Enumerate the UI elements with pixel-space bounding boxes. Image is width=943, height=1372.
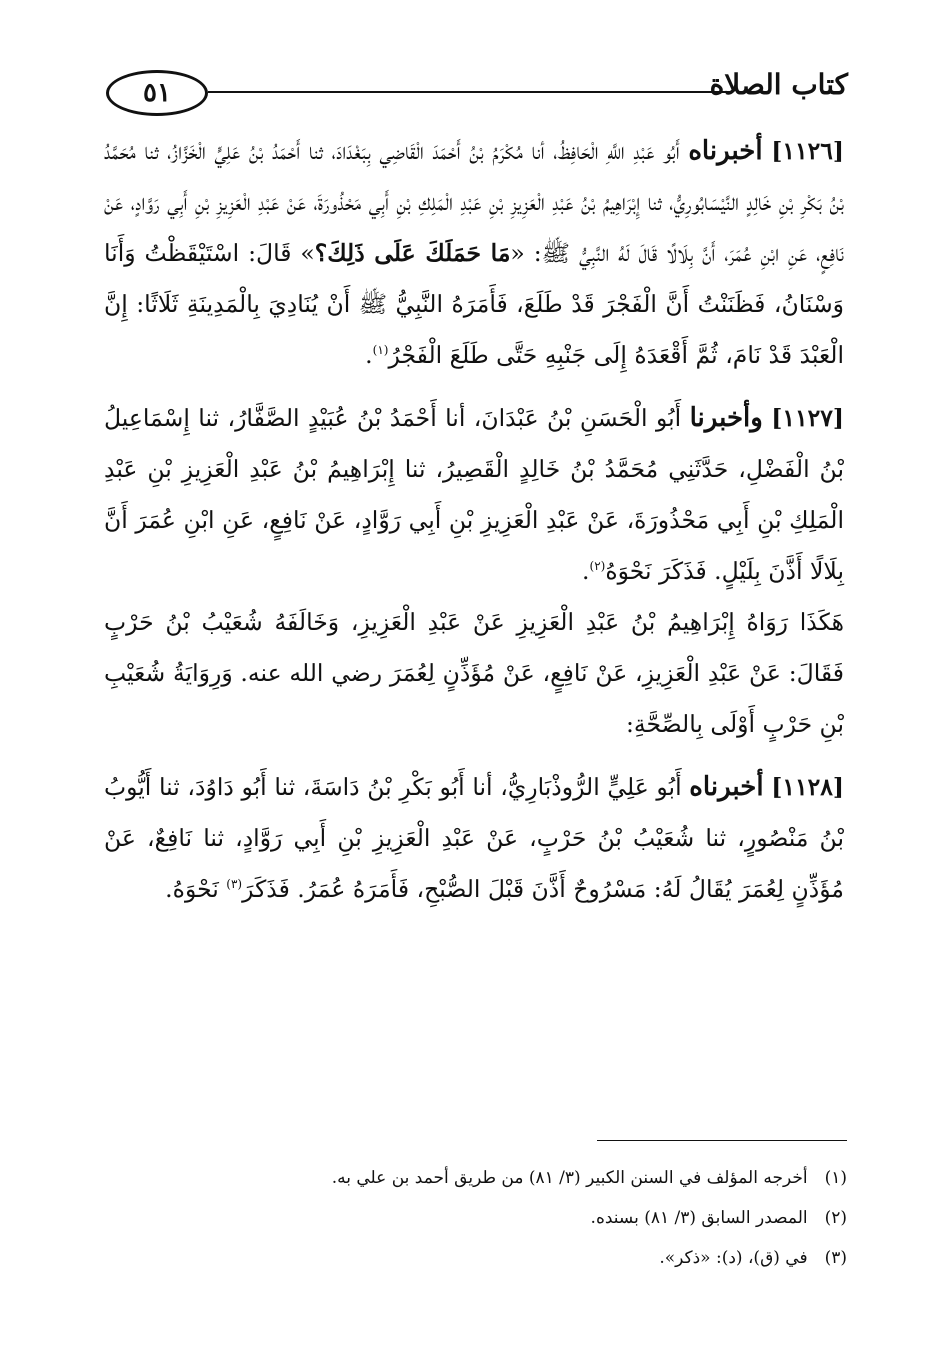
hadith-1127 — [104, 393, 844, 597]
narration-lead: أخبرناه — [689, 772, 764, 802]
period: . — [582, 557, 590, 585]
header-rule — [208, 91, 730, 93]
footnote-2 — [107, 1198, 847, 1238]
prophet-quote: مَا حَمَلَكَ عَلَى ذَلِكَ؟ — [314, 239, 511, 267]
commentary-text: هَكَذَا رَوَاهُ إِبْرَاهِيمُ بْنُ عَبْدِ الْعَزِيزِ عَنْ عَبْدِ الْعَزِيزِ، وَخَالَفَهُ شُعَيْبُ بْنُ حَرْبٍ فَقَالَ: عَنْ عَبْدِ الْعَزِيزِ، عَنْ نَافِعٍ، عَنْ مُؤَذِّنٍ لِعُمَرَ رضي الله عنه. وَرِوَايَةُ شُعَيْبِ بْنِ حَرْبٍ أَوْلَى بِالصِّحَّةِ: — [104, 608, 844, 738]
footnote-text: أخرجه المؤلف في السنن الكبير (٣/ ٨١) من طريق أحمد بن علي به. — [331, 1168, 808, 1188]
period: . — [365, 341, 373, 369]
hadith-1126 — [104, 126, 844, 381]
hadith-number: [١١٢٧] — [771, 404, 844, 432]
footnote-number: (٢) — [824, 1208, 847, 1228]
footnote-text: في (ق)، (د): «ذكر». — [659, 1248, 808, 1268]
hadith-text: أَبُو عَلِيٍّ الرُّوذْبَارِيُّ، أنا أَبُو بَكْرِ بْنُ دَاسَةَ، ثنا أَبُو دَاوُدَ، ثنا أَيُّوبُ بْنُ مَنْصُورٍ، ثنا شُعَيْبُ بْنُ حَرْبٍ، عَنْ عَبْدِ الْعَزِيزِ بْنِ أَبِي رَوَّادٍ، ثنا نَافِعٌ، عَنْ مُؤَذِّنٍ لِعُمَرَ يُقَالُ لَهُ: مَسْرُوحٌ أَذَّنَ قَبْلَ الصُّبْحِ، فَأَمَرَهُ عُمَرُ. فَذَكَرَ — [104, 773, 844, 903]
hadith-number: [١١٢٨] — [771, 773, 844, 801]
page-number: ٥١ — [106, 70, 208, 116]
hadith-text-cont: » قَالَ: اسْتَيْقَظْتُ وَأَنَا وَسْنَانُ، فَظَنَنْتُ أَنَّ الْفَجْرَ قَدْ طَلَعَ، فَأَمَرَهُ النَّبِيُّ ﷺ أَنْ يُنَادِيَ بِالْمَدِينَةِ ثَلَاثًا: إِنَّ الْعَبْدَ قَدْ نَامَ، ثُمَّ أَقْعَدَهُ إِلَى جَنْبِهِ حَتَّى طَلَعَ الْفَجْرُ — [104, 239, 844, 369]
footnote-text: المصدر السابق (٣/ ٨١) بسنده. — [590, 1208, 808, 1228]
footnotes — [107, 1158, 847, 1278]
footnote-number: (٣) — [824, 1248, 847, 1268]
page-header — [100, 66, 848, 118]
hadith-text: أَبُو الْحَسَنِ بْنُ عَبْدَانَ، أنا أَحْمَدُ بْنُ عُبَيْدٍ الصَّفَّارُ، ثنا إِسْمَاعِيلُ بْنُ الْفَضْلِ، حَدَّثَنِي مُحَمَّدُ بْنُ خَالِدٍ الْقَصِيرُ، ثنا إِبْرَاهِيمُ بْنُ عَبْدِ الْعَزِيزِ بْنِ عَبْدِ الْمَلِكِ بْنِ أَبِي مَحْذُورَةَ، عَنْ عَبْدِ الْعَزِيزِ بْنِ أَبِي رَوَّادٍ، عَنْ نَافِعٍ، عَنِ ابْنِ عُمَرَ أَنَّ بِلَالًا أَذَّنَ بِلَيْلٍ. فَذَكَرَ نَحْوَهُ — [104, 404, 844, 585]
running-title: كتاب الصلاة — [709, 68, 848, 101]
narration-lead: أخبرناه — [688, 136, 763, 166]
hadith-text-cont: نَحْوَهُ — [172, 875, 227, 903]
footnote-1 — [107, 1158, 847, 1198]
hadith-text: أَبُو عَبْدِ اللَّهِ الْحَافِظُ، أنا مُكْرَمُ بْنُ أَحْمَدَ الْقَاضِي بِبَغْدَادَ، ثنا أَحْمَدُ بْنُ عَلِيٍّ الْخَزَّازُ، ثنا مُحَمَّدُ بْنُ بَكْرِ بْنِ خَالِدٍ النَّيْسَابُورِيُّ، ثنا إِبْرَاهِيمُ بْنُ عَبْدِ الْعَزِيزِ بْنِ عَبْدِ الْمَلِكِ بْنِ أَبِي مَحْذُورَةَ، عَنْ عَبْدِ الْعَزِيزِ بْنِ أَبِي رَوَّادٍ، عَنْ نَافِعٍ، عَنِ ابْنِ عُمَرَ، أَنَّ بِلَالًا قَالَ لَهُ النَّبِيُّ ﷺ: « — [104, 137, 844, 267]
footnote-3 — [107, 1238, 847, 1278]
hadith-1128 — [104, 762, 844, 915]
footnote-marker[interactable]: (٣) — [226, 877, 243, 892]
narration-lead: وأخبرنا — [689, 403, 763, 433]
footnote-marker[interactable]: (٢) — [589, 559, 606, 574]
main-text — [104, 126, 844, 915]
hadith-number: [١١٢٦] — [771, 137, 844, 165]
footnote-marker[interactable]: (١) — [372, 343, 389, 358]
footnote-number: (١) — [824, 1168, 847, 1188]
period: . — [165, 875, 173, 903]
footnote-divider — [597, 1140, 847, 1141]
commentary — [104, 597, 844, 750]
